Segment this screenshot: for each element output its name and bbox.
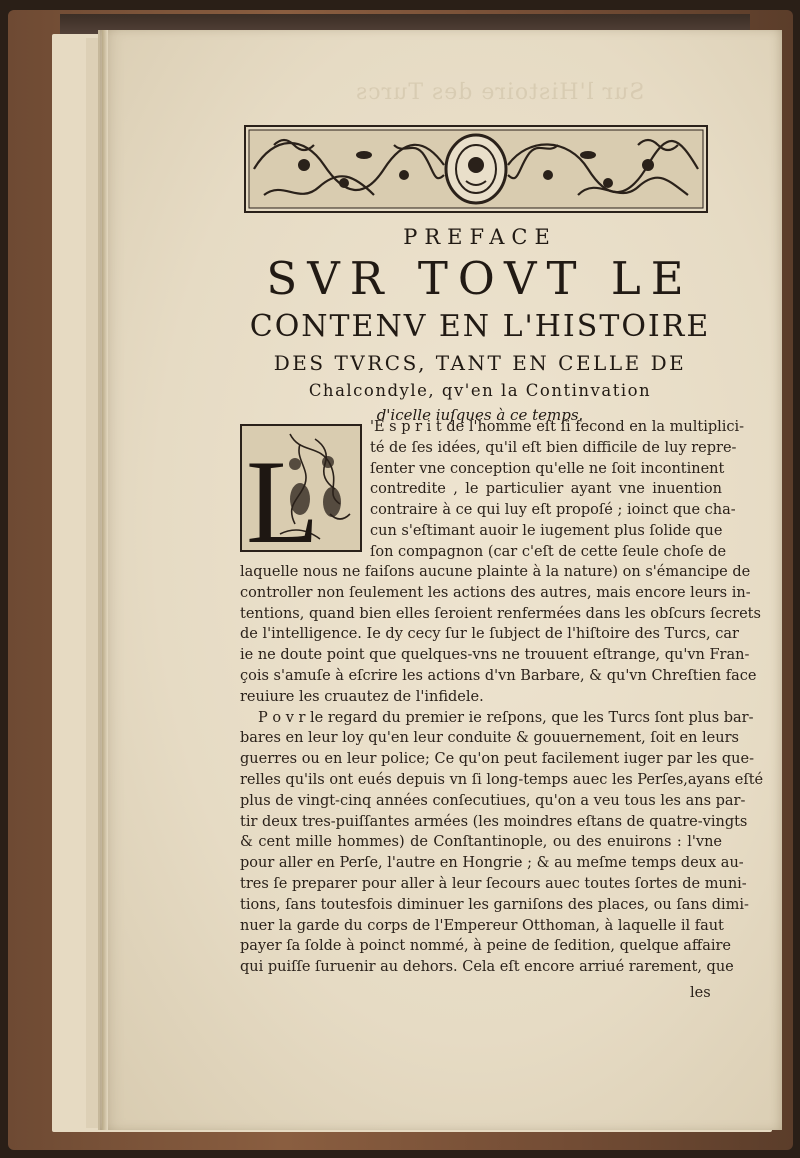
- title-line-6: d'icelle iuſques à ce temps.: [376, 406, 584, 424]
- text-line: tentions, quand bien elles ſeroient renfermées dans les obſcurs ſecrets: [240, 605, 761, 622]
- text-line: guerres ou en leur police; Ce qu'on peut facilement iuger par les que-: [240, 751, 754, 768]
- title-preface: PREFACE: [403, 225, 557, 249]
- text-line: plus de vingt-cinq années conſecutiues, qu'on a veu tous les ans par-: [240, 792, 746, 809]
- text-line: té de ſes idées, qu'il eſt bien difficile de luy repre-: [370, 439, 737, 456]
- gutter-fold: [102, 30, 108, 1130]
- text-line: ſenter vne conception qu'elle ne ſoit incontinent: [370, 460, 725, 477]
- text-line: tres ſe preparer pour aller à leur ſecours auec toutes ſortes de muni-: [240, 875, 747, 892]
- paragraph-1-full: [240, 562, 764, 978]
- title-line-5: Chalcondyle, qv'en la Continvation: [308, 381, 652, 400]
- text-line: reuiure les cruautez de l'infidele.: [240, 688, 484, 705]
- text-line: ſon compagnon (car c'eſt de cette ſeule choſe de: [370, 543, 727, 560]
- decorated-initial: [240, 424, 362, 552]
- show-through-running-head: Sur l'Histoire des Turcs: [355, 80, 645, 105]
- text-line: & cent mille hommes) de Conſtantinople, ou des enuirons : l'vne: [240, 834, 722, 851]
- text-line: P o v r le regard du premier ie reſpons, que les Turcs ſont plus bar-: [258, 709, 754, 726]
- ornamental-headpiece: [244, 125, 708, 213]
- text-line: 'E s p r i t de l'homme eſt ſi fecond en la multiplici-: [370, 419, 745, 435]
- text-line: laquelle nous ne faiſons aucune plainte à la nature) on s'émancipe de: [240, 564, 751, 580]
- text-line: contraire à ce qui luy eſt propoſé ; ioinct que cha-: [370, 502, 736, 519]
- text-line: controller non ſeulement les actions des autres, mais encore leurs in-: [240, 584, 751, 601]
- title-block: [240, 222, 720, 426]
- text-line: nuer la garde du corps de l'Empereur Otthoman, à laquelle il faut: [240, 917, 724, 934]
- title-line-4: DES TVRCS, TANT EN CELLE DE: [273, 351, 687, 375]
- text-line: pour aller en Perſe, l'autre en Hongrie ; & au meſme temps deux au-: [240, 855, 744, 872]
- dropcap-letter: L: [246, 435, 320, 552]
- text-line: çois s'amuſe à eſcrire les actions d'vn Barbare, & qu'vn Chreſtien face: [240, 667, 757, 684]
- title-line-2: SVR TOVT LE: [266, 252, 694, 305]
- text-line: relles qu'ils ont eués depuis vn ſi long-temps auec les Perſes,ayans eſté: [240, 771, 764, 788]
- text-line: cun s'eſtimant auoir le iugement plus ſolide que: [370, 522, 723, 539]
- paragraph-1-narrow: [370, 417, 745, 563]
- text-line: qui puiſſe ſuruenir au dehors. Cela eſt encore arriué rarement, que: [240, 959, 734, 976]
- text-line: contredite , le particulier ayant vne inuention: [370, 481, 722, 498]
- text-line: bares en leur loy qu'en leur conduite & gouuernement, ſoit en leurs: [240, 730, 739, 747]
- text-line: tir deux tres-puiſſantes armées (les moindres eſtans de quatre-vingts: [240, 813, 748, 830]
- catchword: les: [690, 985, 711, 1001]
- text-line: ie ne doute point que quelques-vns ne trouuent eſtrange, qu'vn Fran-: [240, 647, 750, 664]
- text-line: payer ſa ſolde à poinct nommé, à peine de ſedition, quelque affaire: [240, 938, 731, 955]
- title-line-3: CONTENV EN L'HISTOIRE: [249, 309, 711, 344]
- text-line: de l'intelligence. Ie dy cecy ſur le ſubject de l'hiſtoire des Turcs, car: [240, 626, 739, 643]
- text-line: tions, ſans toutesfois diminuer les garniſons des places, ou ſans dimi-: [240, 896, 749, 913]
